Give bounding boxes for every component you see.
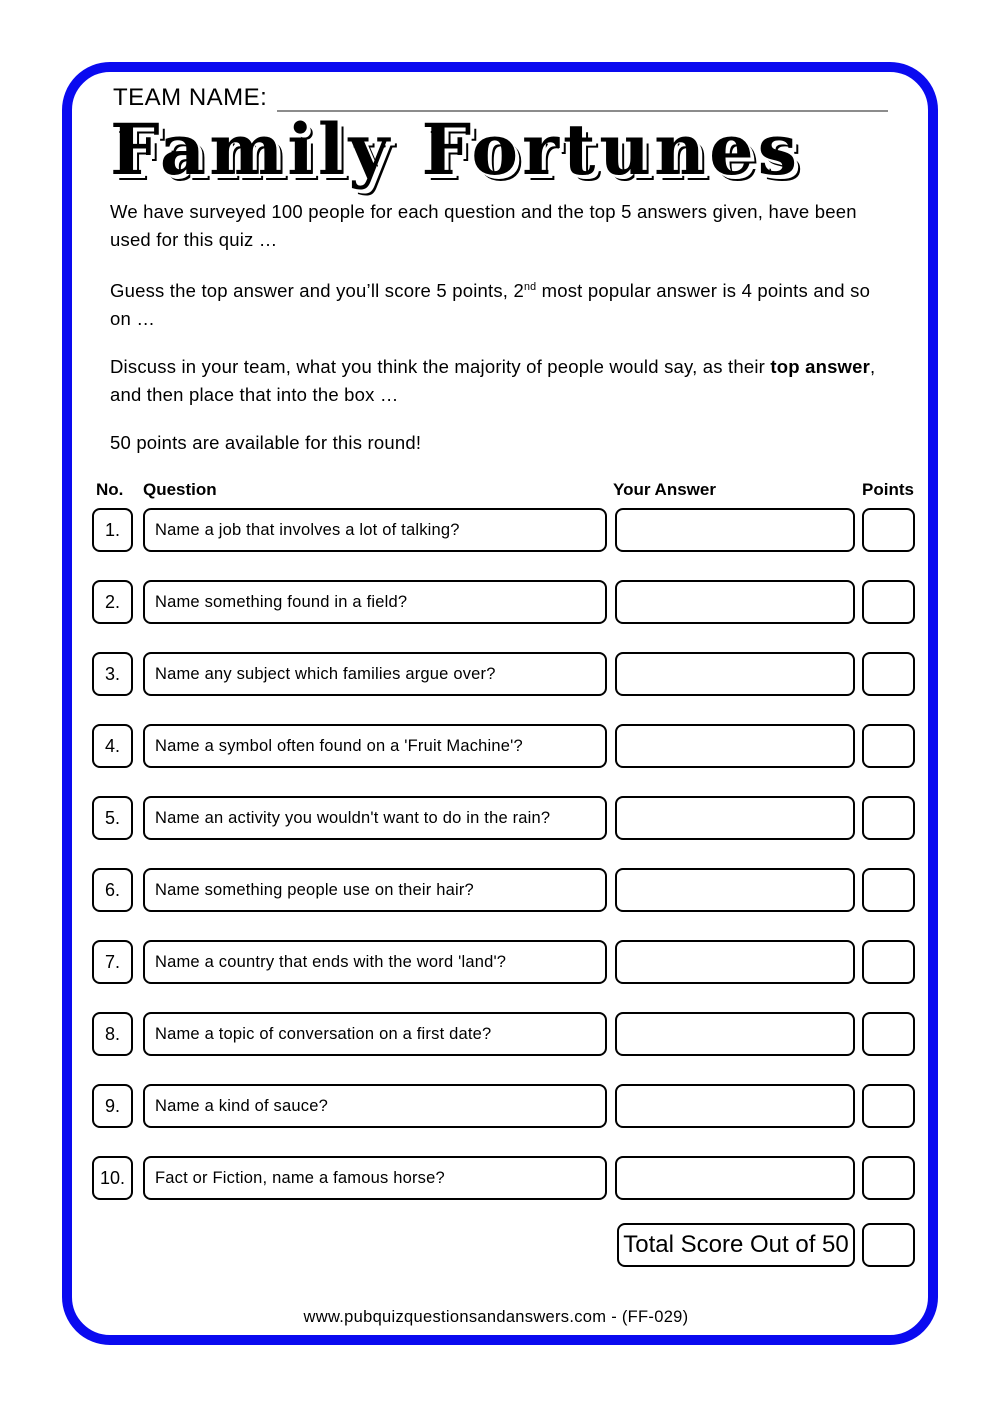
team-name-label: TEAM NAME: [113,84,268,111]
table-row [0,652,992,696]
points-box[interactable] [862,1084,915,1128]
table-row [0,580,992,624]
table-row [0,868,992,912]
points-box[interactable] [862,724,915,768]
question-text-box: Name a kind of sauce? [143,1084,607,1128]
your-answer-box[interactable] [615,1156,855,1200]
intro-paragraph-3-text-b: , and then place that into the box … [110,356,876,405]
your-answer-box[interactable] [615,724,855,768]
footer-url: www.pubquizquestionsandanswers.com - (FF-029) [303,1308,689,1326]
points-box[interactable] [862,940,915,984]
question-text-box: Name something people use on their hair? [143,868,607,912]
intro-paragraph-2-text-b: most popular answer is 4 points and so on … [110,280,871,329]
intro-paragraph-3 [110,353,896,409]
question-text-box: Name something found in a field? [143,580,607,624]
your-answer-box[interactable] [615,940,855,984]
page-title: Family Fortunes [110,108,802,191]
question-number-box: 1. [92,508,133,552]
table-row [0,940,992,984]
your-answer-box[interactable] [615,796,855,840]
question-text-box: Name an activity you wouldn't want to do in the rain? [143,796,607,840]
your-answer-box[interactable] [615,580,855,624]
table-row [0,1084,992,1128]
points-box[interactable] [862,508,915,552]
question-text-box: Fact or Fiction, name a famous horse? [143,1156,607,1200]
table-row [0,1012,992,1056]
points-box[interactable] [862,868,915,912]
your-answer-box[interactable] [615,1084,855,1128]
table-row [0,1156,992,1200]
your-answer-box[interactable] [615,652,855,696]
question-text-box: Name a country that ends with the word 'land'? [143,940,607,984]
points-box[interactable] [862,1012,915,1056]
intro-paragraph-2-text-a: Guess the top answer and you’ll score 5 points, 2 [110,280,524,301]
ordinal-superscript: nd [523,280,537,293]
points-box[interactable] [862,652,915,696]
questions-table [0,508,992,1228]
table-row [0,724,992,768]
column-header-points: Points [862,480,914,499]
question-number-box: 3. [92,652,133,696]
your-answer-box[interactable] [615,508,855,552]
your-answer-box[interactable] [615,1012,855,1056]
question-number-box: 6. [92,868,133,912]
column-header-your-answer: Your Answer [613,480,716,499]
question-number-box: 5. [92,796,133,840]
intro-paragraph-3-bold: top answer [770,356,871,377]
total-score-label-box: Total Score Out of 50 [617,1223,855,1267]
question-number-box: 7. [92,940,133,984]
table-row [0,796,992,840]
column-header-question: Question [143,480,217,499]
intro-paragraph-1 [110,198,896,254]
total-score-value-box[interactable] [862,1223,915,1267]
question-number-box: 9. [92,1084,133,1128]
points-box[interactable] [862,796,915,840]
question-text-box: Name any subject which families argue over? [143,652,607,696]
intro-paragraph-3-text-a: Discuss in your team, what you think the majority of people would say, as their [110,356,771,377]
total-score-row [0,1223,992,1267]
question-number-box: 10. [92,1156,133,1200]
intro-paragraph-2 [110,277,896,333]
table-row [0,508,992,552]
question-number-box: 2. [92,580,133,624]
intro-paragraph-4-text: 50 points are available for this round! [110,432,422,453]
intro-paragraph-1-text: We have surveyed 100 people for each question and the top 5 answers given, have been used for this quiz … [110,201,857,250]
question-text-box: Name a topic of conversation on a first date? [143,1012,607,1056]
your-answer-box[interactable] [615,868,855,912]
question-text-box: Name a job that involves a lot of talking? [143,508,607,552]
table-header-row [0,480,992,502]
points-box[interactable] [862,580,915,624]
intro-paragraph-4 [110,429,896,457]
points-box[interactable] [862,1156,915,1200]
question-number-box: 8. [92,1012,133,1056]
question-number-box: 4. [92,724,133,768]
column-header-no: No. [96,480,124,499]
question-text-box: Name a symbol often found on a 'Fruit Machine'? [143,724,607,768]
